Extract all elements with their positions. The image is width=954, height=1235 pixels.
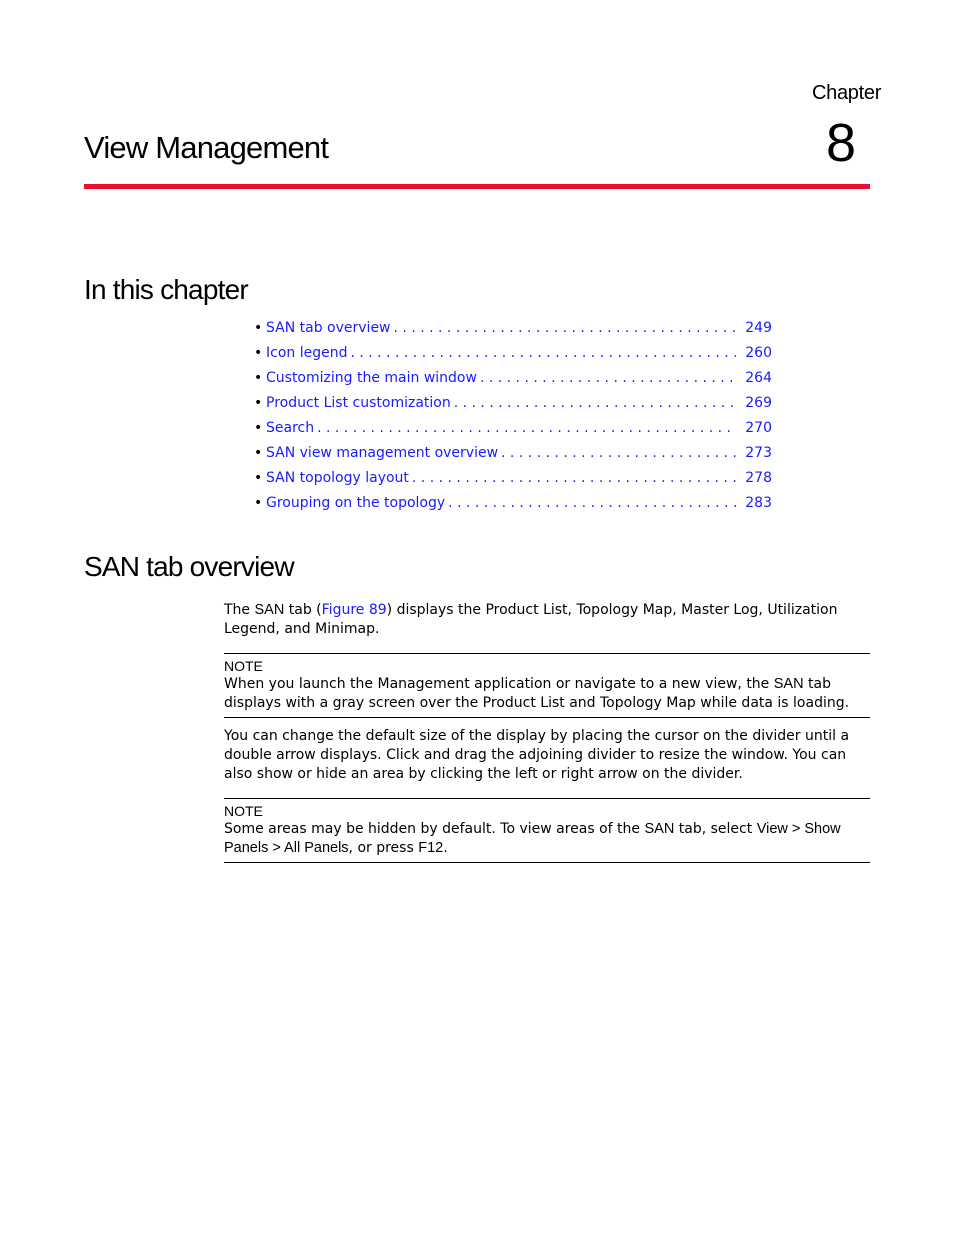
toc-item-page[interactable]: 270 [745, 420, 772, 436]
text-run: When you launch the Management application or navigate to a new view, the [224, 676, 774, 692]
bullet-icon: • [254, 420, 263, 436]
bullet-icon: • [254, 370, 263, 386]
note-text [224, 675, 870, 713]
toc-item-page[interactable]: 283 [745, 495, 772, 511]
toc-item[interactable] [254, 495, 772, 520]
toc-item-label[interactable]: SAN view management overview [266, 445, 499, 461]
figure-link[interactable]: Figure 89 [321, 602, 387, 618]
text-run: . [443, 840, 448, 856]
note-box-hidden-areas [224, 798, 870, 863]
ui-term-san: SAN [773, 676, 804, 692]
text-run: tab displays with a gray screen over the Product List and Topology Map while data is loading. [224, 676, 850, 711]
toc-item-page[interactable]: 264 [745, 370, 772, 386]
toc-item-label[interactable]: Icon legend [266, 345, 348, 361]
toc-leader [394, 320, 736, 336]
section-heading: SAN tab overview [84, 551, 294, 582]
toc-leader [501, 445, 736, 461]
note-box-loading [224, 653, 870, 718]
toc-item[interactable] [254, 370, 772, 395]
bullet-icon: • [254, 470, 263, 486]
chapter-toc [254, 320, 772, 520]
toc-item-label[interactable]: SAN tab overview [266, 320, 391, 336]
note-label: NOTE [224, 803, 263, 819]
toc-item-page[interactable]: 273 [745, 445, 772, 461]
text-run: Some areas may be hidden by default. To view areas of the [224, 821, 645, 837]
chapter-title: View Management [84, 130, 329, 165]
toc-leader [480, 370, 736, 386]
toc-leader [350, 345, 736, 361]
toc-leader [454, 395, 736, 411]
bullet-icon: • [254, 345, 263, 361]
toc-item-label[interactable]: Grouping on the topology [266, 495, 446, 511]
note-label: NOTE [224, 658, 263, 674]
intro-paragraph [224, 601, 870, 639]
toc-item[interactable] [254, 320, 772, 345]
bullet-icon: • [254, 395, 263, 411]
toc-item-page[interactable]: 249 [745, 320, 772, 336]
toc-leader [412, 470, 736, 486]
text-run: The [224, 602, 255, 618]
toc-item-page[interactable]: 269 [745, 395, 772, 411]
toc-item-label[interactable]: Customizing the main window [266, 370, 477, 386]
text-run: tab, select [674, 821, 757, 837]
toc-heading: In this chapter [84, 274, 248, 305]
chapter-label: Chapter [812, 82, 882, 104]
toc-item[interactable] [254, 470, 772, 495]
text-run: , or press [348, 840, 419, 856]
note-text [224, 820, 870, 858]
toc-leader [317, 420, 736, 436]
toc-item-label[interactable]: Search [266, 420, 315, 436]
text-run: ) displays the Product List, Topology Map, Master Log, Utilization Legend, and Minimap. [224, 602, 838, 637]
toc-item-label[interactable]: Product List customization [266, 395, 451, 411]
divider-paragraph: You can change the default size of the display by placing the cursor on the divider until a double arrow displays. Click and drag the adjoining divider to resize the window. You can also show or hide an area by clicking the left or right arrow on the divider. [224, 728, 850, 782]
toc-item-page[interactable]: 260 [745, 345, 772, 361]
toc-item[interactable] [254, 445, 772, 470]
toc-item-label[interactable]: SAN topology layout [266, 470, 409, 486]
text-run: tab ( [284, 602, 322, 618]
toc-item[interactable] [254, 395, 772, 420]
toc-item[interactable] [254, 420, 772, 445]
bullet-icon: • [254, 320, 263, 336]
toc-item-page[interactable]: 278 [745, 470, 772, 486]
ui-term-san: SAN [644, 821, 675, 837]
toc-item[interactable] [254, 345, 772, 370]
bullet-icon: • [254, 445, 263, 461]
shortcut-key: F12 [418, 840, 444, 856]
chapter-title-rule [84, 184, 870, 189]
menu-path: View > Show Panels > All Panels [224, 821, 841, 856]
toc-leader [448, 495, 736, 511]
ui-term-san: SAN [254, 602, 285, 618]
bullet-icon: • [254, 495, 263, 511]
chapter-number: 8 [826, 113, 857, 173]
